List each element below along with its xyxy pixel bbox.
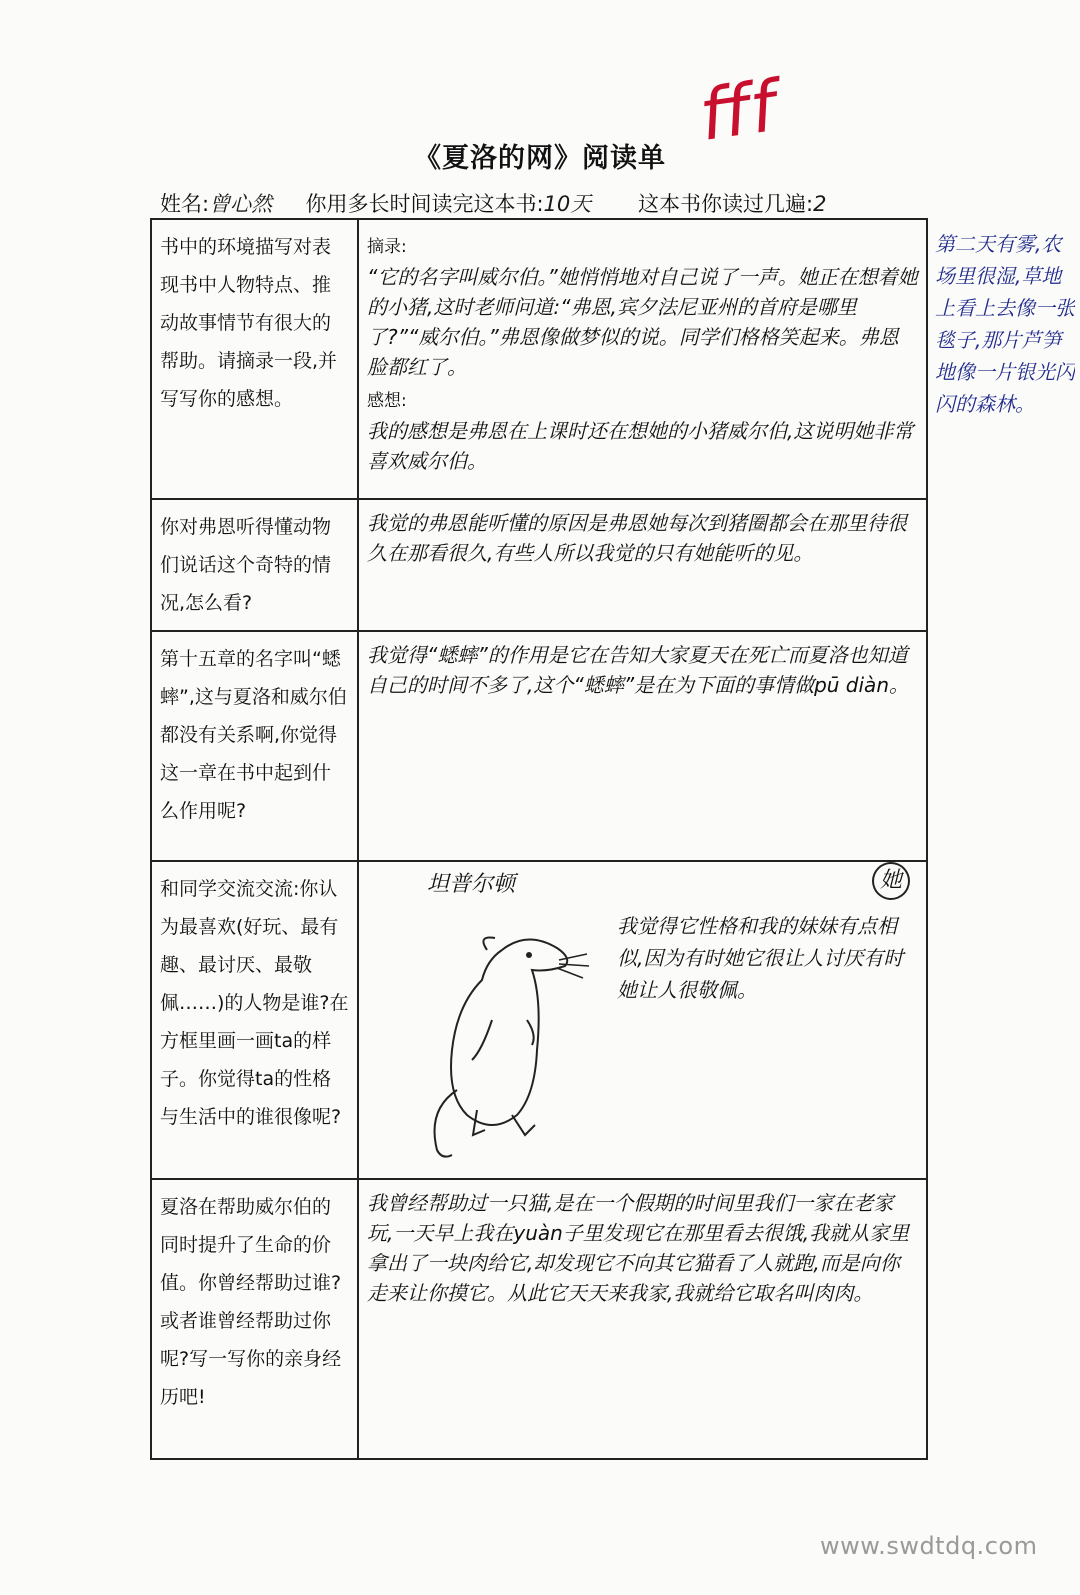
- question-cell: 你对弗恩听得懂动物们说话这个奇特的情况,怎么看?: [151, 499, 358, 631]
- answer-cell: 我觉的弗恩能听懂的原因是弗恩她每次到猪圈都会在那里待很久在那看很久,有些人所以我觉的只有她能听的见。: [358, 499, 927, 631]
- table-row: [151, 499, 927, 631]
- table-row: [151, 1179, 927, 1459]
- drawing-answer: 我觉得它性格和我的妹妹有点相似,因为有时她它很让人讨厌有时她让人很敬佩。: [617, 914, 904, 1002]
- question-cell: 和同学交流交流:你认为最喜欢(好玩、最有趣、最讨厌、最敬佩……)的人物是谁?在方框里画一画ta的样子。你觉得ta的性格与生活中的谁很像呢?: [151, 861, 358, 1179]
- thought-text: 我的感想是弗恩在上课时还在想她的小猪威尔伯,这说明她非常喜欢威尔伯。: [367, 419, 914, 473]
- drawing-area: [367, 870, 918, 1160]
- page-title: 《夏洛的网》阅读单: [414, 143, 666, 174]
- answer-cell: 我觉得“蟋蟀”的作用是它在告知大家夏天在死亡而夏洛也知道自己的时间不多了,这个“蟋蟀”是在为下面的事情做pū diàn。: [358, 631, 927, 861]
- question-cell: 第十五章的名字叫“蟋蟀”,这与夏洛和威尔伯都没有关系啊,你觉得这一章在书中起到什么作用呢?: [151, 631, 358, 861]
- table-row: [151, 631, 927, 861]
- time-label: 你用多长时间读完这本书:: [305, 192, 544, 216]
- times-value: 2: [813, 192, 827, 216]
- excerpt-label: 摘录:: [367, 237, 407, 257]
- times-label: 这本书你读过几遍:: [638, 192, 814, 216]
- info-line: [160, 188, 826, 218]
- answer-cell: 我曾经帮助过一只猫,是在一个假期的时间里我们一家在老家玩,一天早上我在yuàn子里发现它在那里看去很饿,我就从家里拿出了一块肉给它,却发现它不向其它猫看了人就跑,而是向你走来让你摸它。从此它天天来我家,我就给它取名叫肉肉。: [358, 1179, 927, 1459]
- watermark: www.swdtdq.com: [820, 1532, 1038, 1560]
- answer-cell: [358, 219, 927, 499]
- name-value: 曾心然: [209, 192, 273, 216]
- rat-drawing-icon: [407, 910, 607, 1160]
- reading-sheet-table: [150, 218, 928, 1460]
- question-cell: 夏洛在帮助威尔伯的同时提升了生命的价值。你曾经帮助过谁?或者谁曾经帮助过你呢?写一写你的亲身经历吧!: [151, 1179, 358, 1459]
- drawing-caption: 坦普尔顿: [427, 872, 516, 897]
- question-cell: 书中的环境描写对表现书中人物特点、推动故事情节有很大的帮助。请摘录一段,并写写你的感想。: [151, 219, 358, 499]
- circled-correction: 她: [872, 862, 910, 900]
- table-row: [151, 219, 927, 499]
- margin-note: 第二天有雾,农场里很湿,草地上看上去像一张毯子,那片芦笋地像一片银光闪闪的森林。: [935, 232, 1075, 416]
- name-label: 姓名:: [160, 192, 210, 216]
- answer-cell: [358, 861, 927, 1179]
- grade-mark: fff: [694, 65, 781, 157]
- table-row: [151, 861, 927, 1179]
- thought-label: 感想:: [367, 391, 407, 411]
- excerpt-text: “它的名字叫威尔伯。”她悄悄地对自己说了一声。她正在想着她的小猪,这时老师问道:“弗恩,宾夕法尼亚州的首府是哪里了?”“威尔伯。”弗恩像做梦似的说。同学们格格笑起来。弗恩脸都红了。: [367, 265, 918, 379]
- time-value: 10天: [543, 192, 592, 216]
